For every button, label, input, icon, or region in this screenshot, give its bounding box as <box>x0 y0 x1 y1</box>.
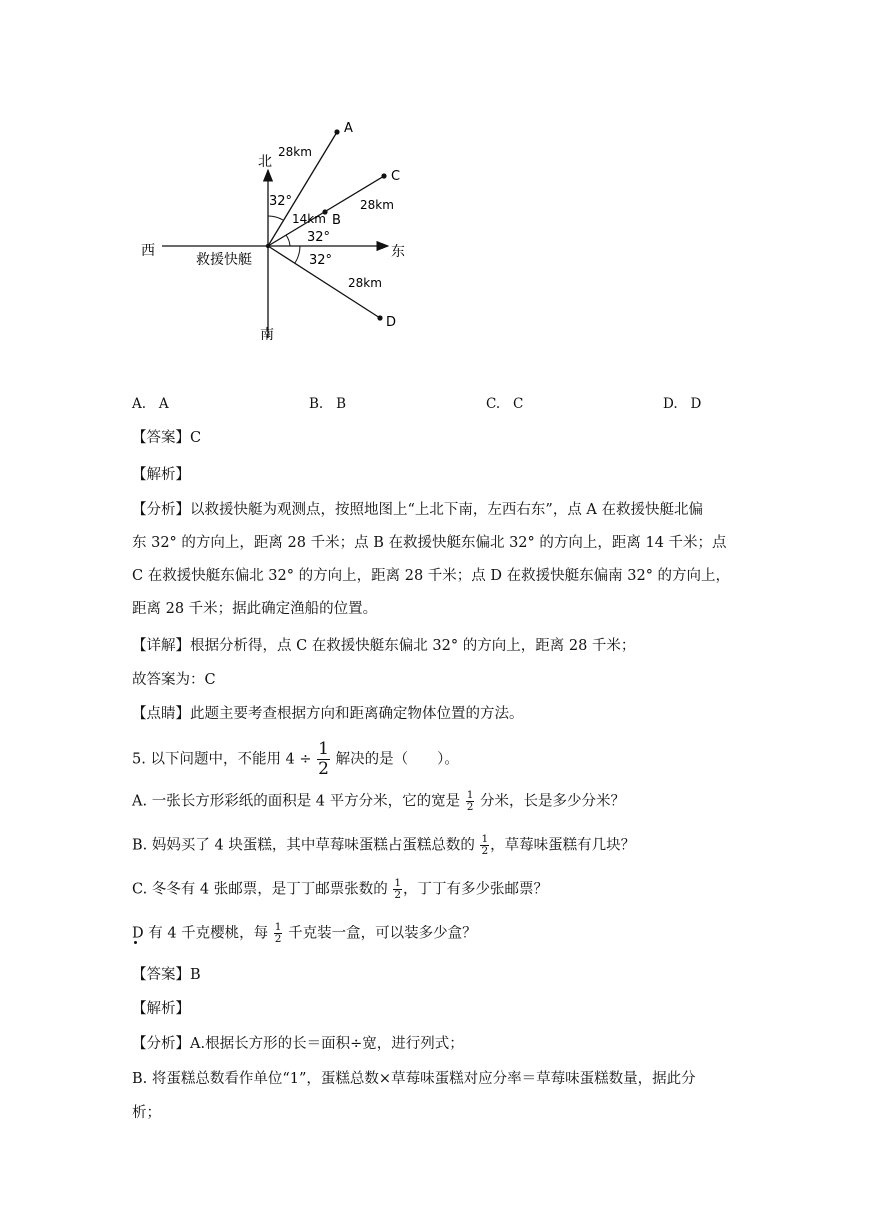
q4-analysis-line: C 在救援快艇东偏北 32° 的方向上，距离 28 千米；点 D 在救援快艇东偏南 32° 的方向上， <box>132 568 731 584</box>
q4-comment: 【点睛】此题主要考查根据方向和距离确定物体位置的方法。 <box>132 706 524 722</box>
q4-analysis-heading: 【解析】 <box>132 467 190 483</box>
label-north: 北 <box>258 154 272 170</box>
option-c: C. C <box>486 396 524 412</box>
q5-stem-fraction: $\frac{1}{2}$ <box>318 739 329 779</box>
q5-answer: 【答案】B <box>132 967 201 983</box>
q4-answer: 【答案】C <box>132 430 202 446</box>
label-dist-c: 28km <box>360 198 394 212</box>
point-c-dot <box>381 173 386 178</box>
label-west: 西 <box>141 243 155 259</box>
label-dist-b: 14km <box>292 212 326 226</box>
q4-analysis-line: 【分析】以救援快艇为观测点，按照地图上“上北下南，左西右东”，点 A 在救援快艇北偏 <box>132 502 704 518</box>
q4-detail: 【详解】根据分析得，点 C 在救援快艇东偏北 32° 的方向上，距离 28 千米； <box>132 638 636 654</box>
q5-analysis-line: 析； <box>132 1105 161 1121</box>
label-angle-east-down: 32° <box>309 253 333 268</box>
option-d: D. D <box>663 396 702 412</box>
label-origin: 救援快艇 <box>196 252 252 268</box>
q5-option-a-fraction: $\frac{1}{2}$ <box>466 789 474 813</box>
stray-dot <box>134 941 137 944</box>
angle-arc-east-up <box>286 235 290 246</box>
label-east: 东 <box>391 244 405 260</box>
q4-analysis-line: 距离 28 千米；据此确定渔船的位置。 <box>132 601 378 617</box>
label-angle-north: 32° <box>269 194 293 209</box>
label-a: A <box>344 121 353 136</box>
label-angle-east-up: 32° <box>307 230 331 245</box>
label-d: D <box>386 315 397 330</box>
q5-analysis-line: 【分析】A.根据长方形的长＝面积÷宽，进行列式； <box>132 1036 464 1052</box>
q5-option-c-fraction: $\frac{1}{2}$ <box>394 877 402 901</box>
q5-option-d: D 有 4 千克樱桃，每 $\frac{1}{2}$ 千克装一盒，可以装多少盒？ <box>132 921 477 945</box>
label-b: B <box>332 213 341 228</box>
q5-option-a: A. 一张长方形彩纸的面积是 4 平方分米，它的宽是 $\frac{1}{2}$ 分米，长是多少分米？ <box>132 789 626 813</box>
option-b: B. B <box>309 396 347 412</box>
q4-final-answer: 故答案为：C <box>132 672 216 688</box>
origin-dot <box>266 244 270 248</box>
label-dist-d: 28km <box>348 276 382 290</box>
label-dist-a: 28km <box>278 145 312 159</box>
q5-analysis-line: B. 将蛋糕总数看作单位“1”，蛋糕总数×草莓味蛋糕对应分率＝草莓味蛋糕数量，据此分 <box>132 1071 696 1087</box>
q5-option-b-fraction: $\frac{1}{2}$ <box>481 833 489 857</box>
direction-diagram <box>130 110 430 350</box>
q5-stem: 5. 以下问题中，不能用 4 ÷ $\frac{1}{2}$ 解决的是（ ）。 <box>132 739 459 779</box>
angle-arc-north <box>268 216 283 220</box>
q5-option-c: C. 冬冬有 4 张邮票，是丁丁邮票张数的 $\frac{1}{2}$ ，丁丁有多少张邮票？ <box>132 877 549 901</box>
point-a-dot <box>334 129 339 134</box>
angle-arc-east-down <box>295 246 300 263</box>
q5-option-b: B. 妈妈买了 4 块蛋糕，其中草莓味蛋糕占蛋糕总数的 $\frac{1}{2}$ ，草莓味蛋糕有几块？ <box>132 833 636 857</box>
label-c: C <box>391 169 401 184</box>
point-d-dot <box>377 315 382 320</box>
q5-analysis-heading: 【解析】 <box>132 1001 190 1017</box>
q5-option-d-fraction: $\frac{1}{2}$ <box>274 921 282 945</box>
q4-analysis-line: 东 32° 的方向上，距离 28 千米；点 B 在救援快艇东偏北 32° 的方向上，距离 14 千米；点 <box>132 535 727 551</box>
option-a: A. A <box>132 396 169 412</box>
label-south: 南 <box>260 327 274 343</box>
